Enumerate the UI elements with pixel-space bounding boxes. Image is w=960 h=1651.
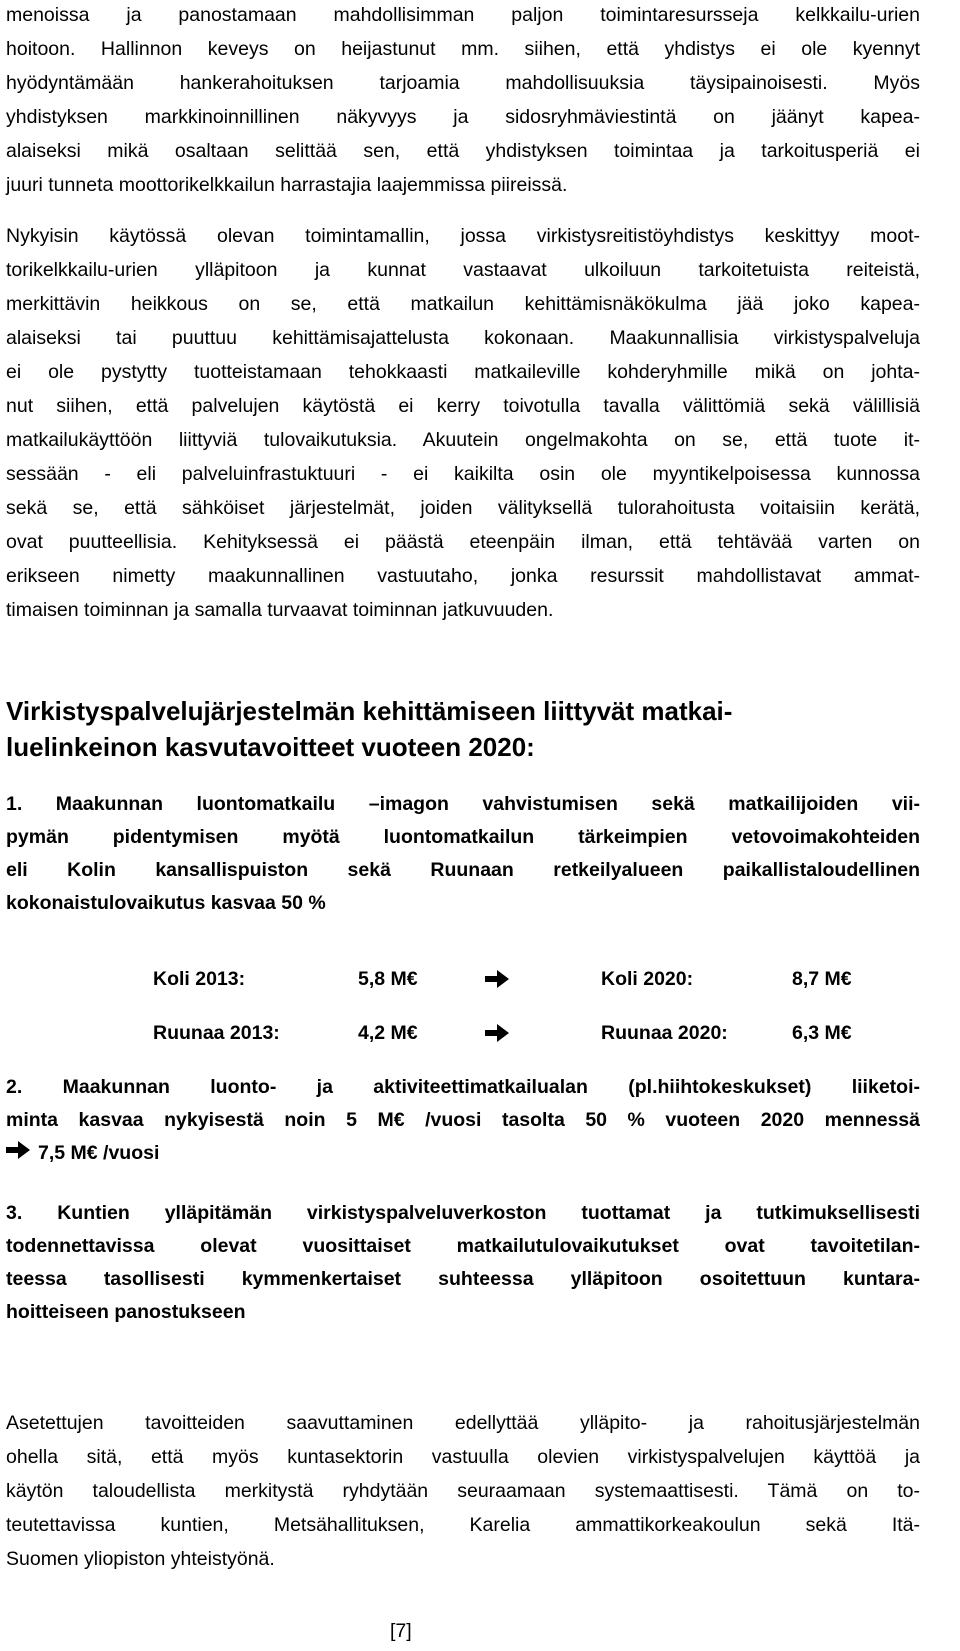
row-value-a: 5,8 M€	[358, 968, 418, 990]
para2-line: torikelkkailu-urien ylläpitoon ja kunnat vastaavat ulkoiluun tarkoitetuista reiteistä,	[6, 259, 920, 281]
para1-line: hyödyntämään hankerahoituksen tarjoamia mahdollisuuksia täysipainoisesti. Myös	[6, 72, 920, 94]
para1-line: hoitoon. Hallinnon keveys on heijastunut mm. siihen, että yhdistys ei ole kyennyt	[6, 38, 920, 60]
goal3-line: hoitteiseen panostukseen	[6, 1301, 246, 1323]
para2-line: ei ole pystytty tuotteistamaan tehokkaasti matkaileville kohderyhmille mikä on johta-	[6, 361, 920, 383]
row-value-b: 6,3 M€	[792, 1022, 852, 1044]
para2-line: Nykyisin käytössä olevan toimintamallin, jossa virkistysreitistöyhdistys keskittyy moot-	[6, 225, 920, 247]
section-heading: luelinkeinon kasvutavoitteet vuoteen 2020:	[6, 732, 535, 762]
row-value-a: 4,2 M€	[358, 1022, 418, 1044]
goal1-line: 1. Maakunnan luontomatkailu –imagon vahvistumisen sekä matkailijoiden vii-	[6, 793, 920, 815]
goal1-line: kokonaistulovaikutus kasvaa 50 %	[6, 892, 326, 914]
goal1-line: pymän pidentymisen myötä luontomatkailun tärkeimpien vetovoimakohteiden	[6, 826, 920, 848]
para2-line: sessään - eli palveluinfrastuktuuri - ei kaikilta osin ole myyntikelpoisessa kunnossa	[6, 463, 920, 485]
row-label-a: Ruunaa 2013:	[153, 1022, 280, 1044]
row-label-b: Koli 2020:	[601, 968, 694, 990]
para2-line: timaisen toiminnan ja samalla turvaavat toiminnan jatkuvuuden.	[6, 599, 554, 621]
row-label-a: Koli 2013:	[153, 968, 246, 990]
right-arrow-icon	[485, 1019, 509, 1051]
para2-line: erikseen nimetty maakunnallinen vastuutaho, jonka resurssit mahdollistavat ammat-	[6, 565, 920, 587]
section-heading: Virkistyspalvelujärjestelmän kehittämiseen liittyvät matkai-	[6, 696, 733, 726]
para1-line: alaiseksi mikä osaltaan selittää sen, että yhdistyksen toimintaa ja tarkoitusperiä ei	[6, 140, 920, 162]
goal3-line: teessa tasollisesti kymmenkertaiset suhteessa ylläpitoon osoitettuun kuntara-	[6, 1268, 920, 1290]
para2-line: sekä se, että sähköiset järjestelmät, joiden välityksellä tulorahoitusta voitaisiin kerätä,	[6, 497, 920, 519]
row-label-b: Ruunaa 2020:	[601, 1022, 728, 1044]
para3-line: Asetettujen tavoitteiden saavuttaminen edellyttää ylläpito- ja rahoitusjärjestelmän	[6, 1412, 920, 1434]
goal2-line: 2. Maakunnan luonto- ja aktiviteettimatkailualan (pl.hiihtokeskukset) liiketoi-	[6, 1076, 920, 1098]
para3-line: käytön taloudellista merkitystä ryhdytään seuraamaan systemaattisesti. Tämä on to-	[6, 1480, 920, 1502]
para2-line: ovat puutteellisia. Kehityksessä ei päästä eteenpäin ilman, että tehtävää varten on	[6, 531, 920, 553]
right-arrow-icon	[485, 965, 509, 997]
para2-line: merkittävin heikkous on se, että matkailun kehittämisnäkökulma jää joko kapea-	[6, 293, 920, 315]
para3-line: ohella sitä, että myös kuntasektorin vastuulla olevien virkistyspalvelujen käyttöä ja	[6, 1446, 920, 1468]
row-value-b: 8,7 M€	[792, 968, 852, 990]
right-arrow-icon	[6, 1140, 30, 1168]
page-number: [7]	[390, 1620, 412, 1642]
para2-line: nut siihen, että palvelujen käytöstä ei kerry toivotulla tavalla välittömiä sekä välillisiä	[6, 395, 920, 417]
goal2-last-line	[6, 1139, 920, 1168]
para1-line: juuri tunneta moottorikelkkailun harrastajia laajemmissa piireissä.	[6, 174, 568, 196]
goal1-line: eli Kolin kansallispuiston sekä Ruunaan retkeilyalueen paikallistaloudellinen	[6, 859, 920, 881]
goal2-target: 7,5 M€ /vuosi	[38, 1142, 160, 1164]
para1-line: yhdistyksen markkinoinnillinen näkyvyys ja sidosryhmäviestintä on jäänyt kapea-	[6, 106, 920, 128]
goal3-line: 3. Kuntien ylläpitämän virkistyspalveluverkoston tuottamat ja tutkimuksellisesti	[6, 1202, 920, 1224]
goal2-line: minta kasvaa nykyisestä noin 5 M€ /vuosi tasolta 50 % vuoteen 2020 mennessä	[6, 1109, 920, 1131]
para2-line: matkailukäyttöön liittyviä tulovaikutuksia. Akuutein ongelmakohta on se, että tuote it-	[6, 429, 920, 451]
para3-line: teutettavissa kuntien, Metsähallituksen, Karelia ammattikorkeakoulun sekä Itä-	[6, 1514, 920, 1536]
para1-line: menoissa ja panostamaan mahdollisimman paljon toimintaresursseja kelkkailu-urien	[6, 4, 920, 26]
goal3-line: todennettavissa olevat vuosittaiset matkailutulovaikutukset ovat tavoitetilan-	[6, 1235, 920, 1257]
para3-line: Suomen yliopiston yhteistyönä.	[6, 1548, 275, 1570]
para2-line: alaiseksi tai puuttuu kehittämisajattelusta kokonaan. Maakunnallisia virkistyspalveluja	[6, 327, 920, 349]
